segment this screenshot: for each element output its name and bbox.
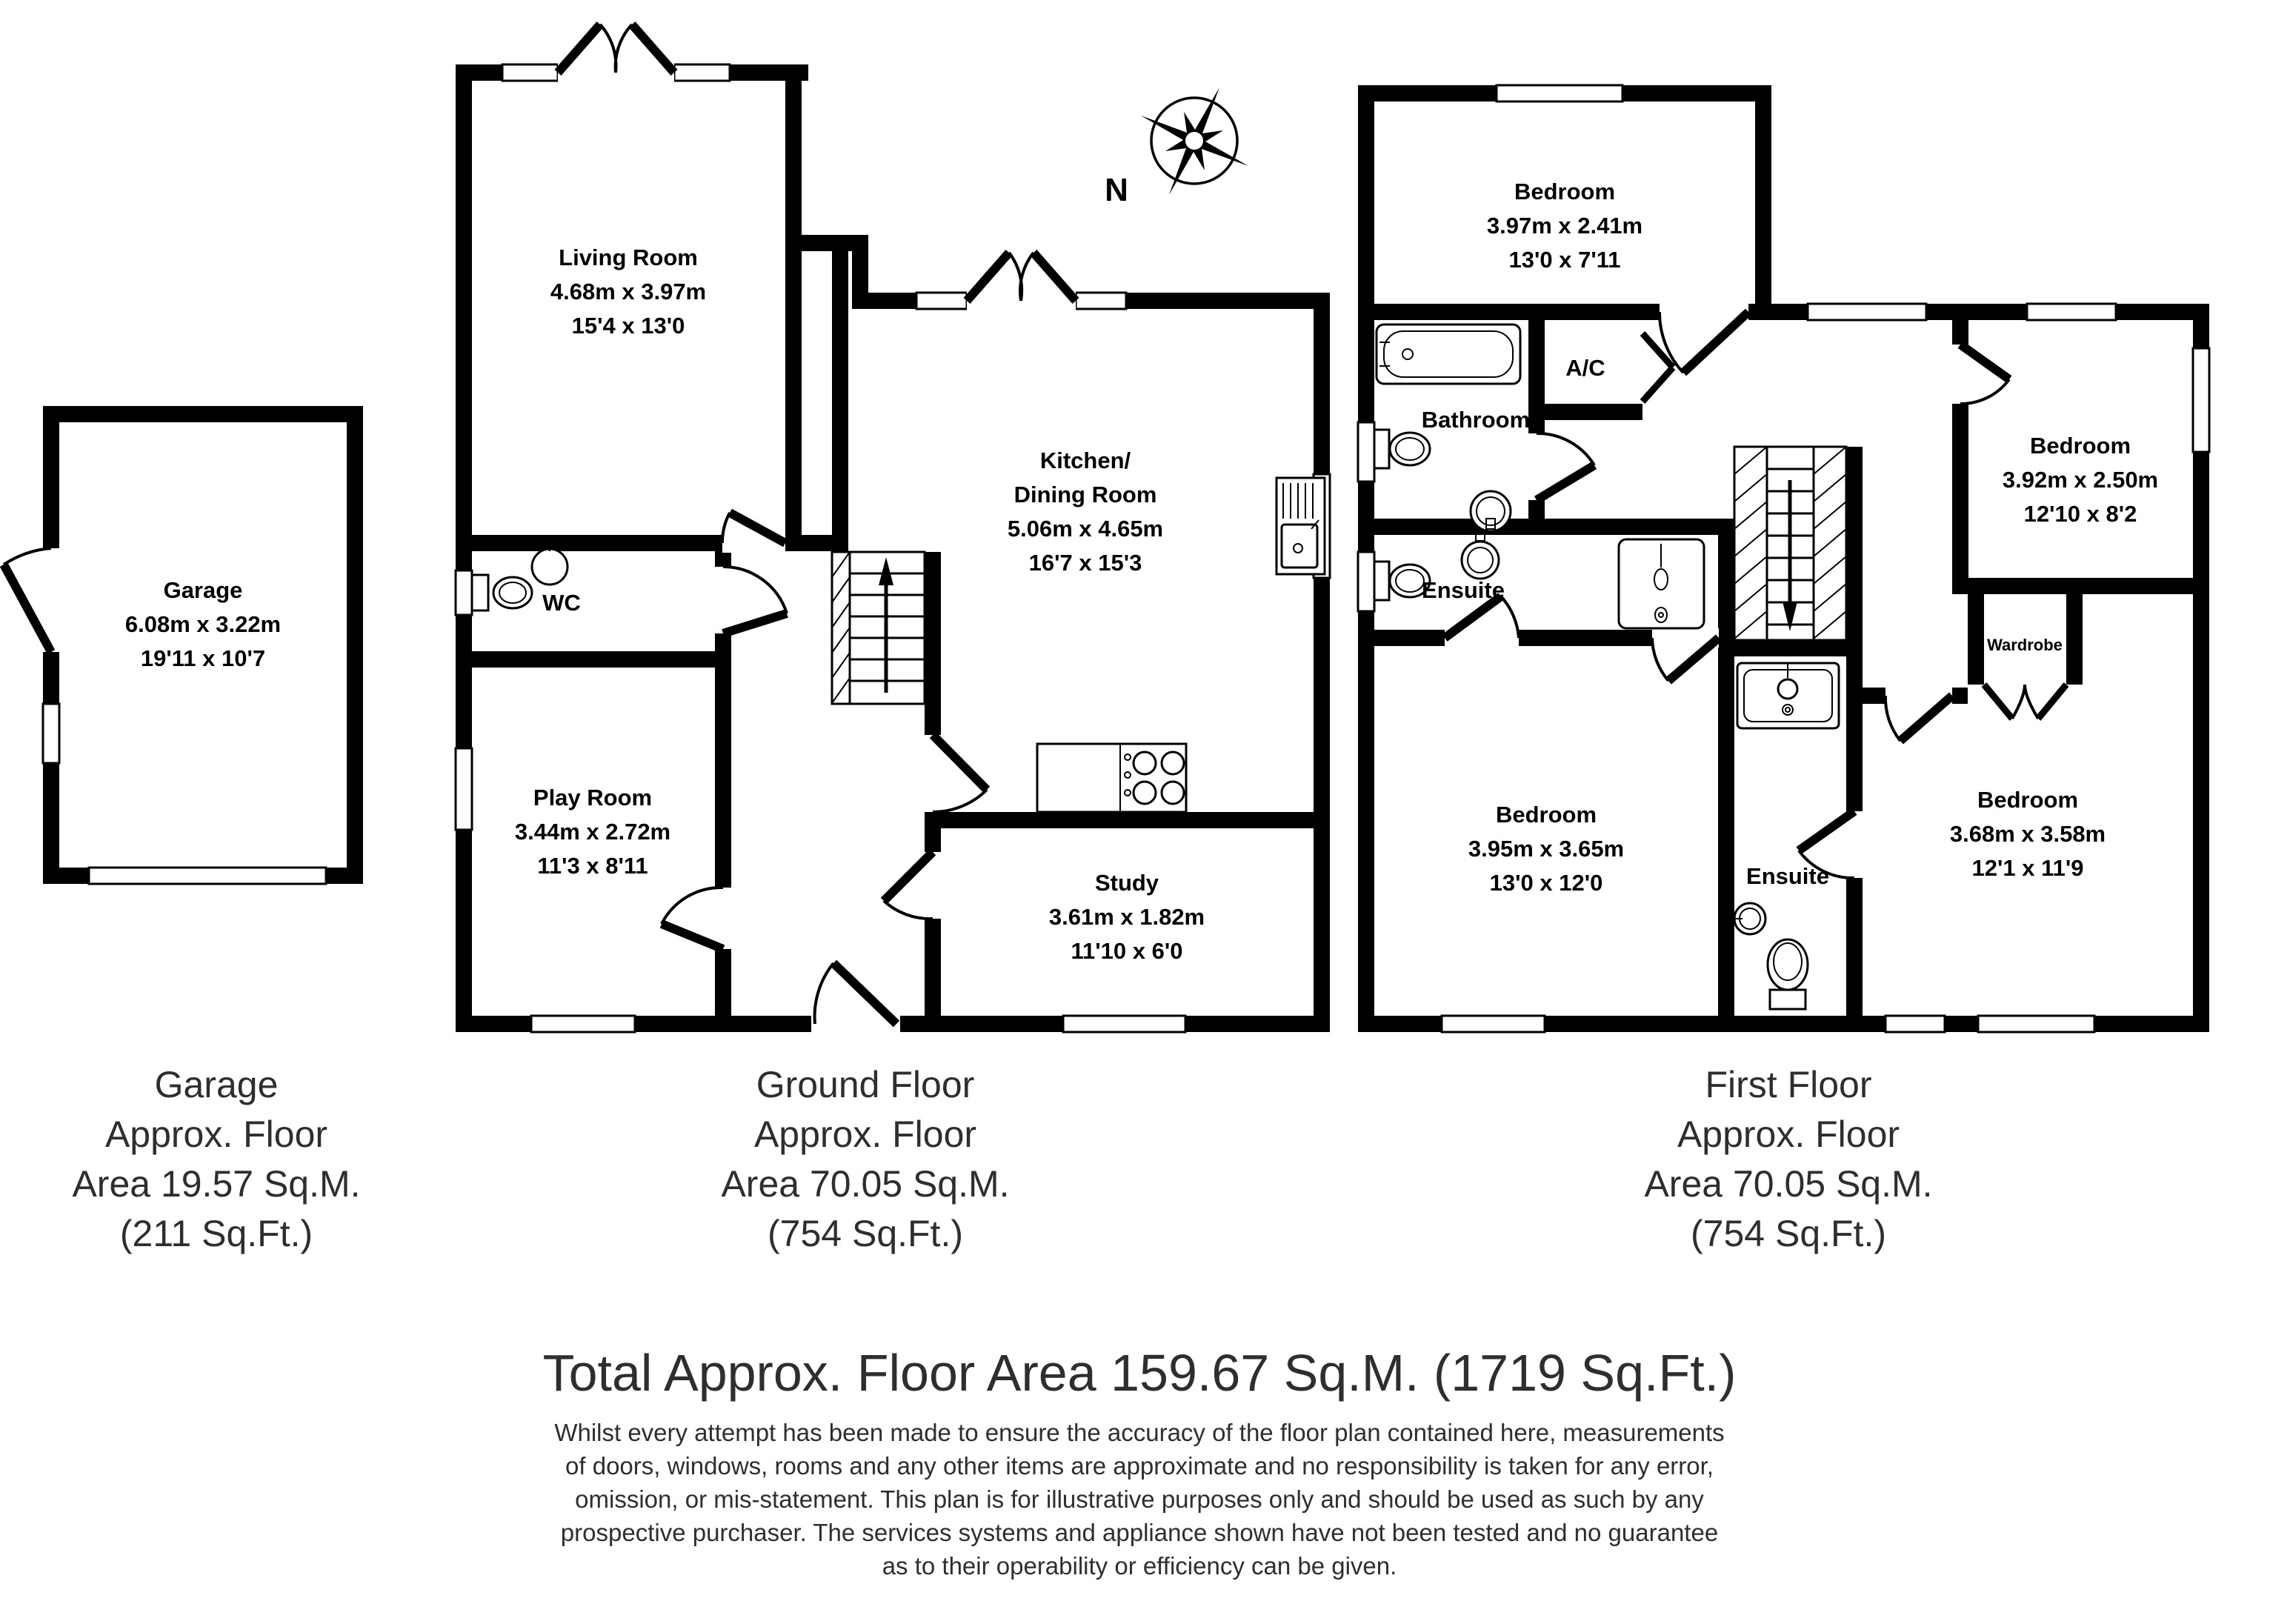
disclaimer-line5: as to their operability or efficiency can be given. xyxy=(882,1552,1397,1580)
study-size-imperial: 11'10 x 6'0 xyxy=(1071,938,1183,964)
window xyxy=(456,570,472,615)
sink-icon xyxy=(1471,491,1511,531)
kitchen-dining-label xyxy=(1008,447,1163,576)
study-name: Study xyxy=(1094,870,1159,896)
bedroom-right-size-imperial: 12'10 x 8'2 xyxy=(2023,501,2137,527)
play-room-size-imperial: 11'3 x 8'11 xyxy=(537,853,648,879)
window xyxy=(1808,304,1926,320)
first-caption-line4: (754 Sq.Ft.) xyxy=(1691,1213,1886,1254)
disclaimer-line2: of doors, windows, rooms and any other items are approximate and no responsibility is taken for any error, xyxy=(565,1452,1714,1480)
bedroom-right-name: Bedroom xyxy=(2029,433,2131,459)
bedroom-top-label xyxy=(1487,179,1642,273)
kitchen-sink-icon xyxy=(1277,478,1325,574)
hob-icon xyxy=(1037,744,1186,812)
living-room-size-imperial: 15'4 x 13'0 xyxy=(571,313,685,339)
window xyxy=(2027,304,2116,320)
bedroom-bottom-right-label xyxy=(1950,787,2106,881)
toilet-icon xyxy=(472,575,532,610)
wardrobe-label: Wardrobe xyxy=(1987,636,2063,654)
kitchen-size-imperial: 16'7 x 15'3 xyxy=(1028,550,1142,576)
first-caption-line1: First Floor xyxy=(1705,1064,1872,1105)
window xyxy=(1076,293,1126,309)
garage-door-window xyxy=(89,868,326,884)
play-room-size-metric: 3.44m x 2.72m xyxy=(514,819,671,845)
bedroom-right-size-metric: 3.92m x 2.50m xyxy=(2002,467,2159,493)
compass-icon xyxy=(1105,87,1248,208)
disclaimer-line3: omission, or mis-statement. This plan is for illustrative purposes only and should be used as such by any xyxy=(575,1485,1704,1513)
garage-caption-line4: (211 Sq.Ft.) xyxy=(119,1213,313,1254)
first-floor-caption xyxy=(1644,1064,1932,1254)
stairs-icon-ground xyxy=(832,552,925,704)
garage-caption xyxy=(72,1064,360,1254)
study-label xyxy=(1049,870,1205,964)
door-swing-kitchen xyxy=(933,735,987,812)
garage-room-name: Garage xyxy=(163,577,243,603)
door-swing-ensuite-upper xyxy=(1445,596,1519,648)
bedroom-bottom-left-name: Bedroom xyxy=(1495,802,1597,828)
kitchen-size-metric: 5.06m x 4.65m xyxy=(1007,516,1164,542)
garage-room-size-metric: 6.08m x 3.22m xyxy=(124,611,282,637)
ground-caption-line3: Area 70.05 Sq.M. xyxy=(721,1163,1010,1205)
ac-label: A/C xyxy=(1565,355,1605,381)
first-floor-floorplan xyxy=(1358,85,2209,1032)
garage-floorplan xyxy=(4,406,363,884)
window xyxy=(1442,1016,1545,1032)
window xyxy=(2193,348,2209,452)
bath-icon xyxy=(1377,325,1520,384)
door-swing-study xyxy=(884,852,942,919)
ground-caption-line4: (754 Sq.Ft.) xyxy=(768,1213,963,1254)
living-room-name: Living Room xyxy=(559,244,698,270)
window xyxy=(502,64,558,81)
disclaimer xyxy=(554,1419,1724,1580)
ground-caption-line1: Ground Floor xyxy=(756,1064,975,1105)
ground-floor-floorplan xyxy=(456,24,1330,1034)
bedroom-bottom-right-name: Bedroom xyxy=(1977,787,2079,813)
kitchen-name-line2: Dining Room xyxy=(1013,482,1157,508)
ensuite-lower-label: Ensuite xyxy=(1746,863,1829,889)
door-swing-bedroom-bottom-left xyxy=(1652,628,1719,681)
garage-caption-line3: Area 19.57 Sq.M. xyxy=(72,1163,361,1205)
bedroom-top-size-imperial: 13'0 x 7'11 xyxy=(1508,247,1621,273)
window xyxy=(916,293,967,309)
window xyxy=(43,704,59,763)
door-swing-garage-side xyxy=(4,548,61,652)
shower-tray-icon xyxy=(1737,663,1839,728)
play-room-label xyxy=(515,785,670,879)
play-room-name: Play Room xyxy=(533,785,653,811)
wc-label: WC xyxy=(542,590,581,616)
ensuite-upper-label: Ensuite xyxy=(1422,577,1505,603)
garage-caption-line1: Garage xyxy=(154,1064,279,1105)
door-swing-living xyxy=(722,513,785,553)
door-swing-wc xyxy=(713,567,787,633)
stairs-icon-first xyxy=(1734,447,1846,640)
disclaimer-line4: prospective purchaser. The services systems and appliance shown have not been tested and no guarantee xyxy=(560,1519,1719,1546)
bedroom-top-size-metric: 3.97m x 2.41m xyxy=(1486,213,1643,239)
bedroom-top-name: Bedroom xyxy=(1514,179,1616,204)
first-caption-line2: Approx. Floor xyxy=(1677,1114,1900,1155)
door-swing-front-entrance xyxy=(811,963,900,1034)
garage-room-label xyxy=(125,577,281,671)
shower-icon xyxy=(1619,539,1704,628)
bedroom-bottom-left-size-metric: 3.95m x 3.65m xyxy=(1468,836,1625,862)
living-room-label xyxy=(550,244,706,339)
bathroom-label: Bathroom xyxy=(1421,407,1531,433)
window xyxy=(531,1016,635,1032)
study-size-metric: 3.61m x 1.82m xyxy=(1048,904,1205,930)
door-swing-bedroom-bottom-right xyxy=(1885,686,1952,741)
window xyxy=(456,748,472,830)
total-floor-area: Total Approx. Floor Area 159.67 Sq.M. (1719 Sq.Ft.) xyxy=(542,1344,1737,1402)
ground-caption-line2: Approx. Floor xyxy=(753,1114,977,1155)
toilet-icon xyxy=(1768,939,1808,1009)
garage-room-size-imperial: 19'11 x 10'7 xyxy=(140,645,266,671)
first-caption-line3: Area 70.05 Sq.M. xyxy=(1644,1163,1933,1205)
toilet-icon xyxy=(1374,430,1430,468)
disclaimer-line1: Whilst every attempt has been made to ensure the accuracy of the floor plan contained here, measurements xyxy=(554,1419,1725,1446)
door-swing-play-room xyxy=(662,888,733,949)
bedroom-bottom-left-size-imperial: 13'0 x 12'0 xyxy=(1489,870,1603,896)
compass-north-label: N xyxy=(1105,172,1128,208)
sink-icon xyxy=(1462,530,1499,579)
bedroom-bottom-right-size-metric: 3.68m x 3.58m xyxy=(1949,821,2106,847)
door-bifold-ac xyxy=(1642,333,1673,402)
door-swing-living-french xyxy=(558,24,674,82)
door-swing-bedroom-right xyxy=(1951,345,2009,404)
window xyxy=(1358,422,1374,482)
window xyxy=(674,64,730,81)
sink-icon xyxy=(1734,903,1765,934)
window xyxy=(1978,1016,2094,1032)
ground-floor-caption xyxy=(721,1064,1009,1254)
door-swing-bathroom xyxy=(1527,433,1594,500)
kitchen-name-line1: Kitchen/ xyxy=(1039,447,1131,473)
bedroom-bottom-right-size-imperial: 12'1 x 11'9 xyxy=(1971,855,2084,881)
door-swing-kitchen-french xyxy=(967,253,1076,310)
door-double-wardrobe xyxy=(1984,685,2066,719)
bedroom-bottom-left-label xyxy=(1468,802,1624,896)
door-swing-bedroom-top xyxy=(1660,302,1748,373)
window xyxy=(1358,552,1374,611)
living-room-size-metric: 4.68m x 3.97m xyxy=(550,279,707,304)
bedroom-right-label xyxy=(2003,433,2158,527)
window xyxy=(1885,1016,1945,1032)
window xyxy=(1063,1016,1185,1032)
garage-caption-line2: Approx. Floor xyxy=(104,1114,328,1155)
window xyxy=(1497,85,1622,102)
